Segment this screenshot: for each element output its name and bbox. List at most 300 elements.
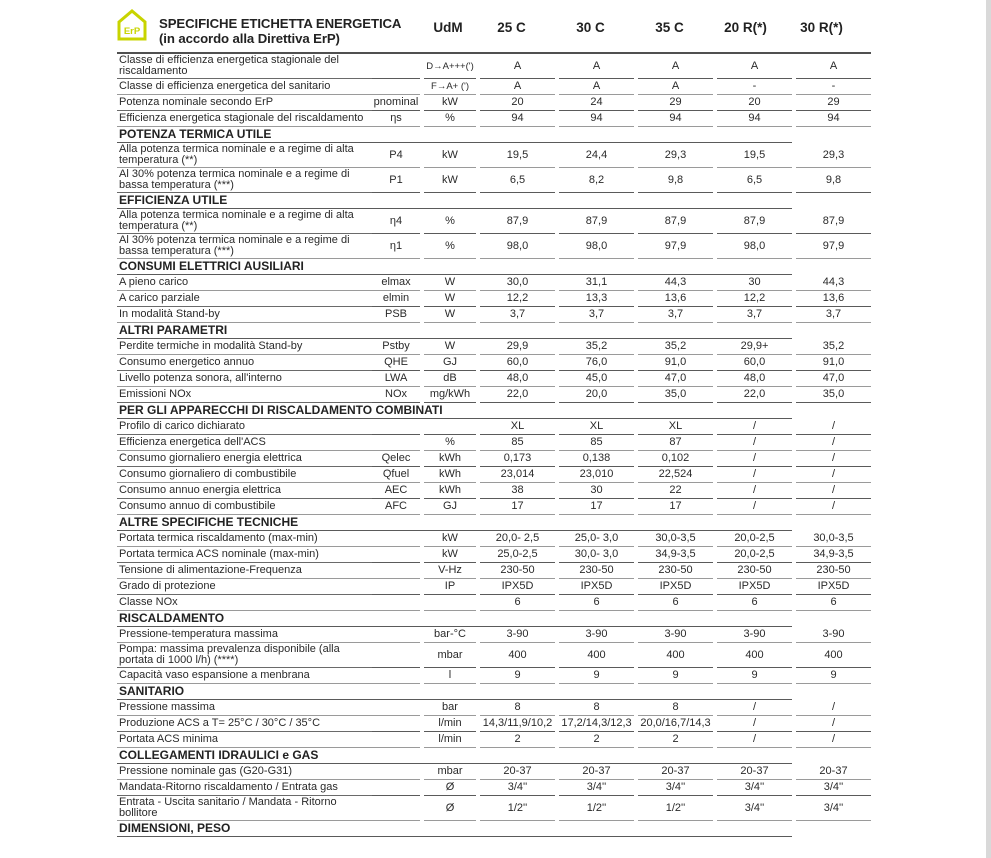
row-value: 91,0 — [796, 355, 871, 371]
row-unit: W — [424, 291, 476, 307]
table-row — [117, 387, 871, 403]
row-value: 6 — [717, 595, 792, 611]
row-value: 35,0 — [638, 387, 713, 403]
row-value: 2 — [480, 732, 555, 748]
row-value: 20 — [480, 95, 555, 111]
row-value: A — [480, 79, 555, 95]
row-value: / — [717, 499, 792, 515]
row-symbol: ηs — [372, 111, 420, 127]
table-row — [117, 467, 871, 483]
row-value: 230-50 — [796, 563, 871, 579]
row-value: 87,9 — [717, 209, 792, 234]
row-value: / — [796, 435, 871, 451]
title-line-2: (in accordo alla Direttiva ErP) — [159, 31, 340, 46]
row-value: 3,7 — [717, 307, 792, 323]
row-label: Consumo giornaliero di combustibile — [117, 467, 372, 483]
section-title: EFFICIENZA UTILE — [117, 193, 792, 209]
row-value: 34,9-3,5 — [796, 547, 871, 563]
erp-house-logo-icon — [117, 9, 147, 41]
row-value: / — [717, 419, 792, 435]
row-symbol — [372, 780, 420, 796]
row-value: 2 — [638, 732, 713, 748]
row-value: 29 — [796, 95, 871, 111]
row-value: A — [559, 52, 634, 79]
row-value: 97,9 — [796, 234, 871, 259]
row-value: 35,2 — [638, 339, 713, 355]
row-value: 30,0-3,5 — [796, 531, 871, 547]
row-value: 23,010 — [559, 467, 634, 483]
row-value: 6 — [559, 595, 634, 611]
row-value: 35,2 — [559, 339, 634, 355]
section-header — [117, 127, 871, 143]
row-value: 9,8 — [638, 168, 713, 193]
row-value: 45,0 — [559, 371, 634, 387]
row-value: 30 — [559, 483, 634, 499]
row-value: 30,0 — [480, 275, 555, 291]
row-value: / — [796, 451, 871, 467]
row-value: 230-50 — [638, 563, 713, 579]
row-value: 17 — [638, 499, 713, 515]
row-value: 14,3/11,9/10,2 — [480, 716, 555, 732]
row-unit: W — [424, 275, 476, 291]
row-value: 17 — [480, 499, 555, 515]
row-value: 19,5 — [480, 143, 555, 168]
section-header — [117, 611, 871, 627]
row-label: Profilo di carico dichiarato — [117, 419, 372, 435]
row-value: 13,6 — [638, 291, 713, 307]
row-value: IPX5D — [796, 579, 871, 595]
row-value: / — [717, 483, 792, 499]
row-value: 13,3 — [559, 291, 634, 307]
row-value: 47,0 — [638, 371, 713, 387]
row-symbol — [372, 79, 420, 95]
row-value: A — [796, 52, 871, 79]
row-value: 3/4'' — [559, 780, 634, 796]
row-value: XL — [480, 419, 555, 435]
row-value: 3-90 — [480, 627, 555, 643]
row-unit: F→A+ (') — [424, 79, 476, 95]
row-value: 8 — [480, 700, 555, 716]
row-value: 35,0 — [796, 387, 871, 403]
row-label: Capacità vaso espansione a menbrana — [117, 668, 372, 684]
row-unit: mg/kWh — [424, 387, 476, 403]
row-unit — [424, 595, 476, 611]
row-value: 3/4'' — [796, 796, 871, 821]
row-value: / — [796, 732, 871, 748]
table-row — [117, 796, 871, 821]
row-value: 3-90 — [796, 627, 871, 643]
table-row — [117, 143, 871, 168]
section-header — [117, 323, 871, 339]
row-label: Consumo annuo di combustibile — [117, 499, 372, 515]
row-unit: l — [424, 668, 476, 684]
row-value: 25,0-2,5 — [480, 547, 555, 563]
row-symbol: LWA — [372, 371, 420, 387]
row-symbol — [372, 764, 420, 780]
row-value: 0,138 — [559, 451, 634, 467]
row-unit: W — [424, 307, 476, 323]
row-value: 98,0 — [717, 234, 792, 259]
section-header — [117, 684, 871, 700]
row-value: 25,0- 3,0 — [559, 531, 634, 547]
table-row — [117, 643, 871, 668]
row-value: XL — [559, 419, 634, 435]
cut-off-row — [117, 837, 871, 843]
row-label: Consumo annuo energia elettrica — [117, 483, 372, 499]
row-value: 44,3 — [796, 275, 871, 291]
row-value: 87,9 — [796, 209, 871, 234]
scrollbar[interactable] — [986, 0, 991, 858]
row-value: 230-50 — [559, 563, 634, 579]
row-value: 9 — [638, 668, 713, 684]
row-value: 87,9 — [638, 209, 713, 234]
row-symbol: Qelec — [372, 451, 420, 467]
row-value: 3,7 — [480, 307, 555, 323]
row-label: Efficienza energetica dell'ACS — [117, 435, 372, 451]
row-symbol: η4 — [372, 209, 420, 234]
row-label: Classe NOx — [117, 595, 372, 611]
row-unit: kW — [424, 168, 476, 193]
row-value: 87 — [638, 435, 713, 451]
row-value: 22,0 — [717, 387, 792, 403]
table-row — [117, 419, 871, 435]
row-symbol: AEC — [372, 483, 420, 499]
row-value: 6,5 — [480, 168, 555, 193]
row-value: 20,0-2,5 — [717, 531, 792, 547]
row-value: 9 — [717, 668, 792, 684]
table-row — [117, 95, 871, 111]
row-unit: mbar — [424, 764, 476, 780]
row-value: 44,3 — [638, 275, 713, 291]
row-label: Mandata-Ritorno riscaldamento / Entrata gas — [117, 780, 372, 796]
row-value: 20,0 — [559, 387, 634, 403]
row-value: 12,2 — [480, 291, 555, 307]
row-value: 8,2 — [559, 168, 634, 193]
column-header-model: 30 R(*) — [800, 20, 843, 35]
row-value: 3/4'' — [717, 796, 792, 821]
row-label: Pressione massima — [117, 700, 372, 716]
row-value: 400 — [559, 643, 634, 668]
row-value: 60,0 — [717, 355, 792, 371]
row-value: IPX5D — [717, 579, 792, 595]
table-row — [117, 168, 871, 193]
row-label: Pressione nominale gas (G20-G31) — [117, 764, 372, 780]
row-value: 94 — [796, 111, 871, 127]
row-symbol — [372, 643, 420, 668]
row-label: Portata ACS minima — [117, 732, 372, 748]
row-label: Pressione-temperatura massima — [117, 627, 372, 643]
row-unit: l/min — [424, 716, 476, 732]
row-symbol: Qfuel — [372, 467, 420, 483]
row-value: - — [717, 79, 792, 95]
row-value: 30,0- 3,0 — [559, 547, 634, 563]
row-unit: W — [424, 339, 476, 355]
row-label: In modalità Stand-by — [117, 307, 372, 323]
row-value: A — [638, 79, 713, 95]
row-value: 3-90 — [559, 627, 634, 643]
row-value: IPX5D — [638, 579, 713, 595]
row-value: 98,0 — [559, 234, 634, 259]
row-unit: Ø — [424, 796, 476, 821]
row-label: Livello potenza sonora, all'interno — [117, 371, 372, 387]
row-value: 97,9 — [638, 234, 713, 259]
table-row — [117, 234, 871, 259]
row-value: / — [717, 716, 792, 732]
row-value: 23,014 — [480, 467, 555, 483]
section-title: POTENZA TERMICA UTILE — [117, 127, 792, 143]
row-label: Classe di efficienza energetica stagionale del riscaldamento — [117, 52, 372, 79]
row-value: / — [717, 435, 792, 451]
row-value: 98,0 — [480, 234, 555, 259]
section-header — [117, 403, 871, 419]
row-unit: IP — [424, 579, 476, 595]
table-row — [117, 531, 871, 547]
row-value: 48,0 — [717, 371, 792, 387]
row-value: 400 — [796, 643, 871, 668]
row-value: XL — [638, 419, 713, 435]
row-value: 48,0 — [480, 371, 555, 387]
section-header — [117, 748, 871, 764]
row-value: 19,5 — [717, 143, 792, 168]
row-value: 6 — [638, 595, 713, 611]
column-header-model: 35 C — [655, 20, 684, 35]
row-symbol: elmax — [372, 275, 420, 291]
row-symbol — [372, 716, 420, 732]
table-row — [117, 291, 871, 307]
row-value: 230-50 — [717, 563, 792, 579]
row-value: 29,3 — [638, 143, 713, 168]
row-value: 22,0 — [480, 387, 555, 403]
table-row — [117, 451, 871, 467]
section-header — [117, 259, 871, 275]
row-symbol — [372, 547, 420, 563]
row-value: 230-50 — [480, 563, 555, 579]
row-value: / — [717, 732, 792, 748]
row-symbol — [372, 579, 420, 595]
table-row — [117, 668, 871, 684]
row-unit: kW — [424, 547, 476, 563]
table-row — [117, 627, 871, 643]
row-value: 13,6 — [796, 291, 871, 307]
row-value: 12,2 — [717, 291, 792, 307]
row-value: 1/2'' — [559, 796, 634, 821]
row-value: 29,3 — [796, 143, 871, 168]
row-value: A — [559, 79, 634, 95]
row-value: 3-90 — [638, 627, 713, 643]
row-value: 87,9 — [480, 209, 555, 234]
row-value: A — [480, 52, 555, 79]
row-unit: kWh — [424, 451, 476, 467]
row-value: 94 — [559, 111, 634, 127]
row-value: 29,9 — [480, 339, 555, 355]
section-title: ALTRI PARAMETRI — [117, 323, 792, 339]
table-row — [117, 307, 871, 323]
row-value: / — [717, 700, 792, 716]
section-header — [117, 821, 871, 837]
row-label: Grado di protezione — [117, 579, 372, 595]
row-label: Perdite termiche in modalità Stand-by — [117, 339, 372, 355]
row-unit: kW — [424, 143, 476, 168]
column-header-model: 30 C — [576, 20, 605, 35]
row-unit: % — [424, 234, 476, 259]
row-symbol — [372, 796, 420, 821]
row-value: 24,4 — [559, 143, 634, 168]
section-title: COLLEGAMENTI IDRAULICI e GAS — [117, 748, 792, 764]
table-row — [117, 700, 871, 716]
row-symbol: η1 — [372, 234, 420, 259]
row-symbol: Pstby — [372, 339, 420, 355]
row-unit: l/min — [424, 732, 476, 748]
row-symbol — [372, 668, 420, 684]
row-value: 2 — [559, 732, 634, 748]
row-label: A carico parziale — [117, 291, 372, 307]
section-header — [117, 193, 871, 209]
row-label: Entrata - Uscita sanitario / Mandata - Ritorno bollitore — [117, 796, 372, 821]
row-value: 3/4'' — [480, 780, 555, 796]
row-value: / — [717, 467, 792, 483]
row-label: Pompa: massima prevalenza disponibile (alla portata di 1000 l/h) (****) — [117, 643, 372, 668]
row-value: 24 — [559, 95, 634, 111]
row-value: 3,7 — [559, 307, 634, 323]
row-value: 3/4'' — [717, 780, 792, 796]
row-symbol: NOx — [372, 387, 420, 403]
row-symbol: QHE — [372, 355, 420, 371]
row-value: 400 — [638, 643, 713, 668]
row-value: 3/4'' — [638, 780, 713, 796]
row-value: 3/4'' — [796, 780, 871, 796]
row-unit: dB — [424, 371, 476, 387]
row-value: 29 — [638, 95, 713, 111]
row-symbol — [372, 627, 420, 643]
logo-text: ErP — [123, 26, 141, 37]
row-value: 0,173 — [480, 451, 555, 467]
spec-table — [117, 52, 871, 843]
row-value: 91,0 — [638, 355, 713, 371]
row-value: 3,7 — [638, 307, 713, 323]
row-unit: % — [424, 111, 476, 127]
row-value: 1/2'' — [480, 796, 555, 821]
row-value: 400 — [717, 643, 792, 668]
row-label: Al 30% potenza termica nominale e a regime di bassa temperatura (***) — [117, 168, 372, 193]
row-value: IPX5D — [559, 579, 634, 595]
row-value: 9 — [559, 668, 634, 684]
row-unit: D→A+++(') — [424, 52, 476, 79]
row-unit: mbar — [424, 643, 476, 668]
row-unit: kWh — [424, 483, 476, 499]
row-value: 17 — [559, 499, 634, 515]
row-value: 29,9+ — [717, 339, 792, 355]
row-value: / — [717, 451, 792, 467]
row-label: Consumo energetico annuo — [117, 355, 372, 371]
row-symbol: elmin — [372, 291, 420, 307]
row-value: 3,7 — [796, 307, 871, 323]
table-row — [117, 52, 871, 79]
row-value: A — [638, 52, 713, 79]
row-value: 20-37 — [717, 764, 792, 780]
row-unit: % — [424, 209, 476, 234]
row-value: / — [796, 499, 871, 515]
row-value: 400 — [480, 643, 555, 668]
row-value: 6 — [480, 595, 555, 611]
table-row — [117, 716, 871, 732]
row-label: Portata termica riscaldamento (max-min) — [117, 531, 372, 547]
table-row — [117, 339, 871, 355]
row-value: 1/2'' — [638, 796, 713, 821]
row-label: Produzione ACS a T= 25°C / 30°C / 35°C — [117, 716, 372, 732]
row-unit: V-Hz — [424, 563, 476, 579]
row-value: 20,0- 2,5 — [480, 531, 555, 547]
row-value: IPX5D — [480, 579, 555, 595]
section-title: ALTRE SPECIFICHE TECNICHE — [117, 515, 792, 531]
row-value: 60,0 — [480, 355, 555, 371]
row-value: 20-37 — [638, 764, 713, 780]
row-unit: bar — [424, 700, 476, 716]
row-symbol: PSB — [372, 307, 420, 323]
row-value: / — [796, 716, 871, 732]
table-row — [117, 595, 871, 611]
page-title — [159, 16, 401, 46]
row-value: 20,0-2,5 — [717, 547, 792, 563]
section-title: PER GLI APPARECCHI DI RISCALDAMENTO COMBINATI — [117, 403, 792, 419]
row-value: 31,1 — [559, 275, 634, 291]
row-value: 9 — [480, 668, 555, 684]
row-value: 9 — [796, 668, 871, 684]
cut-off-row-cell — [117, 837, 792, 843]
row-unit: GJ — [424, 355, 476, 371]
row-unit: kW — [424, 531, 476, 547]
row-value: 85 — [559, 435, 634, 451]
row-value: - — [796, 79, 871, 95]
row-label: Alla potenza termica nominale e a regime di alta temperatura (**) — [117, 209, 372, 234]
energy-label-spec-sheet — [117, 0, 859, 843]
row-unit: Ø — [424, 780, 476, 796]
row-label: Portata termica ACS nominale (max-min) — [117, 547, 372, 563]
row-value: 38 — [480, 483, 555, 499]
row-value: 30 — [717, 275, 792, 291]
row-label: Efficienza energetica stagionale del riscaldamento — [117, 111, 372, 127]
column-header-udm: UdM — [433, 20, 463, 35]
table-row — [117, 371, 871, 387]
row-symbol — [372, 531, 420, 547]
section-title: SANITARIO — [117, 684, 792, 700]
title-line-1: SPECIFICHE ETICHETTA ENERGETICA — [159, 16, 402, 31]
row-value: 6,5 — [717, 168, 792, 193]
row-label: Classe di efficienza energetica del sanitario — [117, 79, 372, 95]
row-unit: GJ — [424, 499, 476, 515]
row-unit: kW — [424, 95, 476, 111]
row-value: 30,0-3,5 — [638, 531, 713, 547]
table-row — [117, 275, 871, 291]
section-header — [117, 515, 871, 531]
table-row — [117, 79, 871, 95]
row-symbol — [372, 52, 420, 79]
row-value: 22,524 — [638, 467, 713, 483]
row-symbol — [372, 700, 420, 716]
row-symbol: pnominal — [372, 95, 420, 111]
row-value: 8 — [559, 700, 634, 716]
row-value: 3-90 — [717, 627, 792, 643]
row-symbol: P4 — [372, 143, 420, 168]
row-unit: bar-°C — [424, 627, 476, 643]
section-title: DIMENSIONI, PESO — [117, 821, 792, 837]
row-symbol — [372, 435, 420, 451]
table-row — [117, 111, 871, 127]
row-label: Emissioni NOx — [117, 387, 372, 403]
section-title: CONSUMI ELETTRICI AUSILIARI — [117, 259, 792, 275]
row-symbol — [372, 419, 420, 435]
row-value: 47,0 — [796, 371, 871, 387]
row-value: 34,9-3,5 — [638, 547, 713, 563]
